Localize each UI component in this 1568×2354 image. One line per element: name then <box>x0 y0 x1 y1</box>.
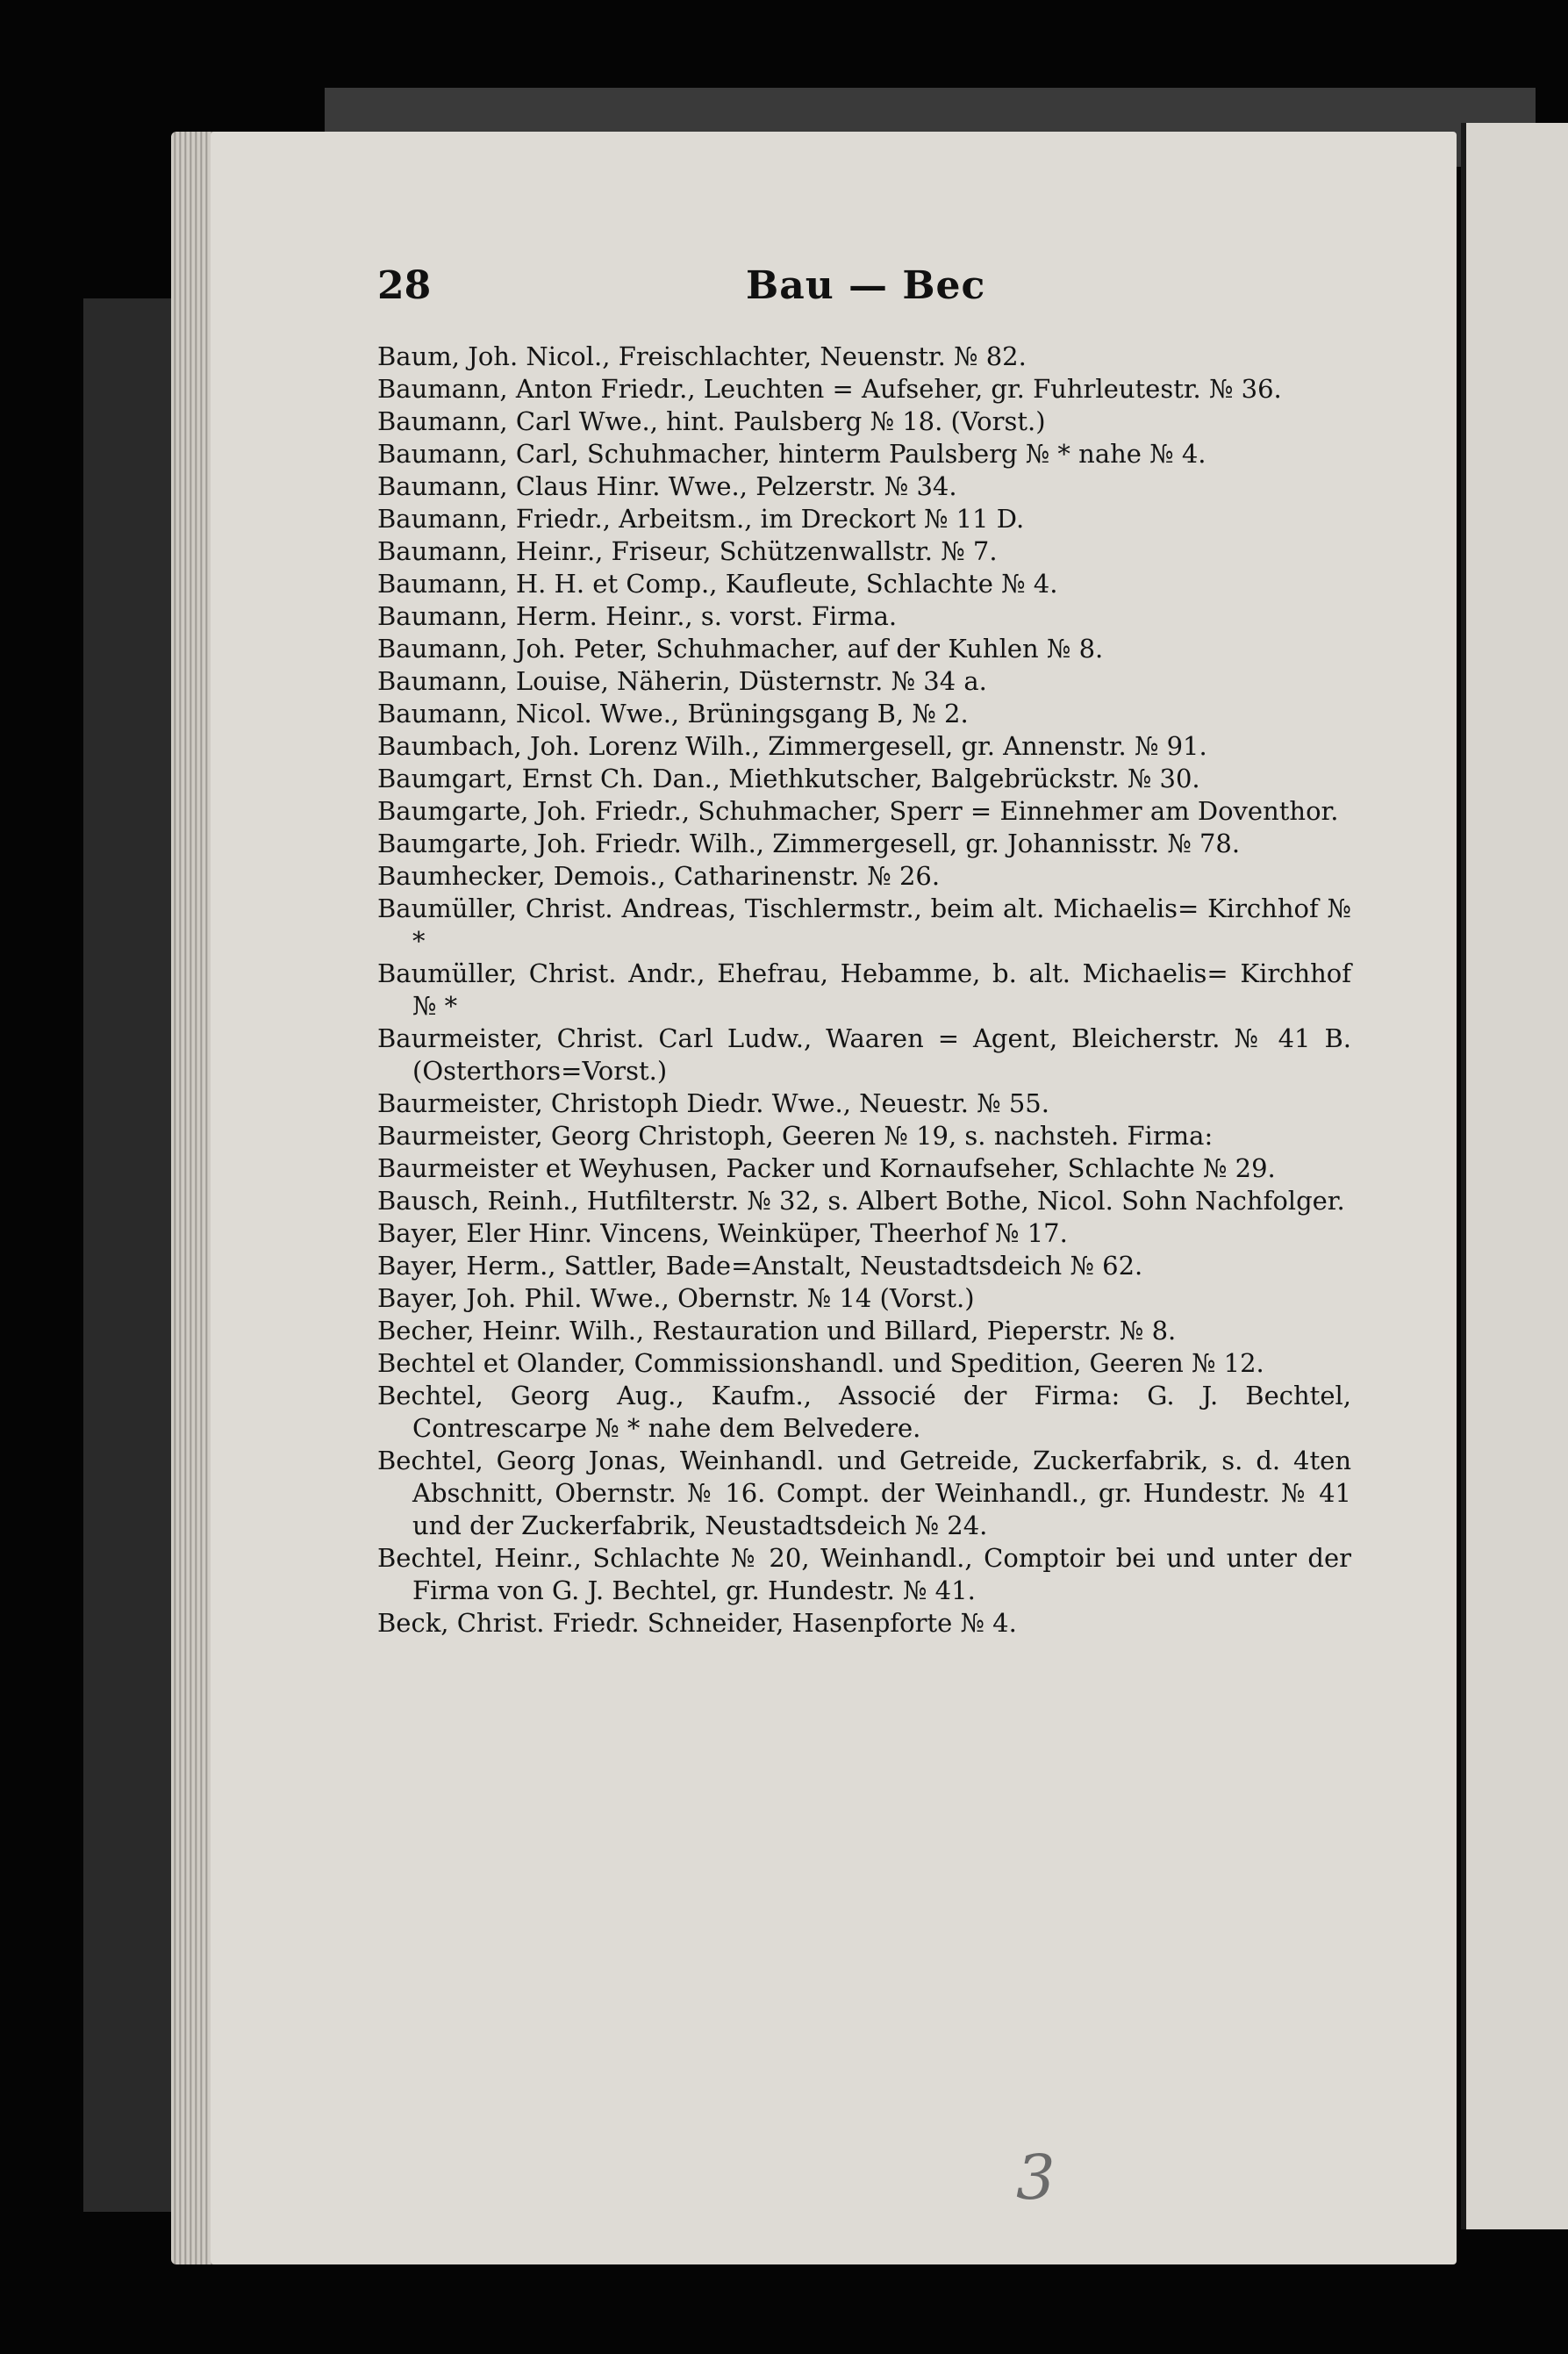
running-head: Bau — Bec <box>746 263 986 308</box>
directory-entry: Baumgarte, Joh. Friedr., Schuhmacher, Sperr = Einnehmer am Doventhor. <box>377 796 1339 826</box>
directory-entry: Bayer, Eler Hinr. Vincens, Weinküper, Theerhof № 17. <box>377 1218 1068 1248</box>
directory-entry: Bayer, Herm., Sattler, Bade=Anstalt, Neustadtsdeich № 62. <box>377 1251 1143 1281</box>
directory-entry: Baumann, Louise, Näherin, Düsternstr. № 34 a. <box>377 666 987 696</box>
directory-entry: Baumgart, Ernst Ch. Dan., Miethkutscher, Balgebrückstr. № 30. <box>377 764 1200 793</box>
directory-entry: Baumann, Heinr., Friseur, Schützenwallstr. № 7. <box>377 536 998 566</box>
directory-entry: Bechtel, Georg Jonas, Weinhandl. und Getreide, Zuckerfabrik, s. d. 4ten Abschnitt, Obernstr. № 16. Compt. der Weinhandl., gr. Hundestr. № 41 und der Zuckerfabrik, Neustadtsdeich № 24. <box>377 1446 1351 1540</box>
directory-entries <box>377 341 1351 1640</box>
directory-entry: Baumgarte, Joh. Friedr. Wilh., Zimmergesell, gr. Johannisstr. № 78. <box>377 829 1241 858</box>
directory-entry: Baumann, Friedr., Arbeitsm., im Dreckort № 11 D. <box>377 504 1025 534</box>
directory-entry: Baumann, Nicol. Wwe., Brüningsgang B, № 2. <box>377 699 969 728</box>
directory-entry: Baumüller, Christ. Andreas, Tischlermstr., beim alt. Michaelis= Kirchhof № * <box>377 894 1351 956</box>
directory-entry: Baurmeister, Georg Christoph, Geeren № 19, s. nachsteh. Firma: <box>377 1121 1214 1151</box>
facing-page-edge <box>1461 123 1568 2229</box>
directory-entry: Baurmeister, Christ. Carl Ludw., Waaren = Agent, Bleicherstr. № 41 B. (Osterthors=Vorst.) <box>377 1023 1351 1086</box>
directory-entry: Baumüller, Christ. Andr., Ehefrau, Hebamme, b. alt. Michaelis= Kirchhof № * <box>377 958 1351 1021</box>
directory-entry: Bechtel et Olander, Commissionshandl. und Spedition, Geeren № 12. <box>377 1348 1264 1378</box>
directory-entry: Baumann, Claus Hinr. Wwe., Pelzerstr. № 34. <box>377 471 957 501</box>
directory-entry: Bechtel, Georg Aug., Kaufm., Associé der Firma: G. J. Bechtel, Contrescarpe № * nahe dem Belvedere. <box>377 1381 1351 1443</box>
directory-entry: Baumann, Joh. Peter, Schuhmacher, auf der Kuhlen № 8. <box>377 634 1104 664</box>
directory-entry: Baum, Joh. Nicol., Freischlachter, Neuenstr. № 82. <box>377 341 1027 371</box>
directory-entry: Bechtel, Heinr., Schlachte № 20, Weinhandl., Comptoir bei und unter der Firma von G. J. Bechtel, gr. Hundestr. № 41. <box>377 1543 1351 1605</box>
page-number: 28 <box>377 263 432 308</box>
directory-entry: Becher, Heinr. Wilh., Restauration und Billard, Pieperstr. № 8. <box>377 1316 1177 1346</box>
directory-entry: Baumann, Herm. Heinr., s. vorst. Firma. <box>377 601 898 631</box>
directory-entry: Baumann, H. H. et Comp., Kaufleute, Schlachte № 4. <box>377 569 1058 599</box>
page-header <box>377 263 1360 316</box>
directory-entry: Baurmeister et Weyhusen, Packer und Kornaufseher, Schlachte № 29. <box>377 1153 1276 1183</box>
directory-entry: Baumann, Carl, Schuhmacher, hinterm Paulsberg № * nahe № 4. <box>377 439 1206 469</box>
directory-entry: Bausch, Reinh., Hutfilterstr. № 32, s. Albert Bothe, Nicol. Sohn Nachfolger. <box>377 1186 1345 1216</box>
directory-entry: Baumann, Carl Wwe., hint. Paulsberg № 18. (Vorst.) <box>377 406 1046 436</box>
directory-entry: Bayer, Joh. Phil. Wwe., Obernstr. № 14 (Vorst.) <box>377 1283 975 1313</box>
directory-entry: Baumhecker, Demois., Catharinenstr. № 26. <box>377 861 941 891</box>
directory-entry: Baurmeister, Christoph Diedr. Wwe., Neuestr. № 55. <box>377 1088 1049 1118</box>
directory-entry: Beck, Christ. Friedr. Schneider, Hasenpforte № 4. <box>377 1608 1017 1638</box>
pencil-annotation: 3 <box>1016 2142 1056 2214</box>
directory-entry: Baumann, Anton Friedr., Leuchten = Aufseher, gr. Fuhrleutestr. № 36. <box>377 374 1282 404</box>
directory-entry: Baumbach, Joh. Lorenz Wilh., Zimmergesell, gr. Annenstr. № 91. <box>377 731 1207 761</box>
